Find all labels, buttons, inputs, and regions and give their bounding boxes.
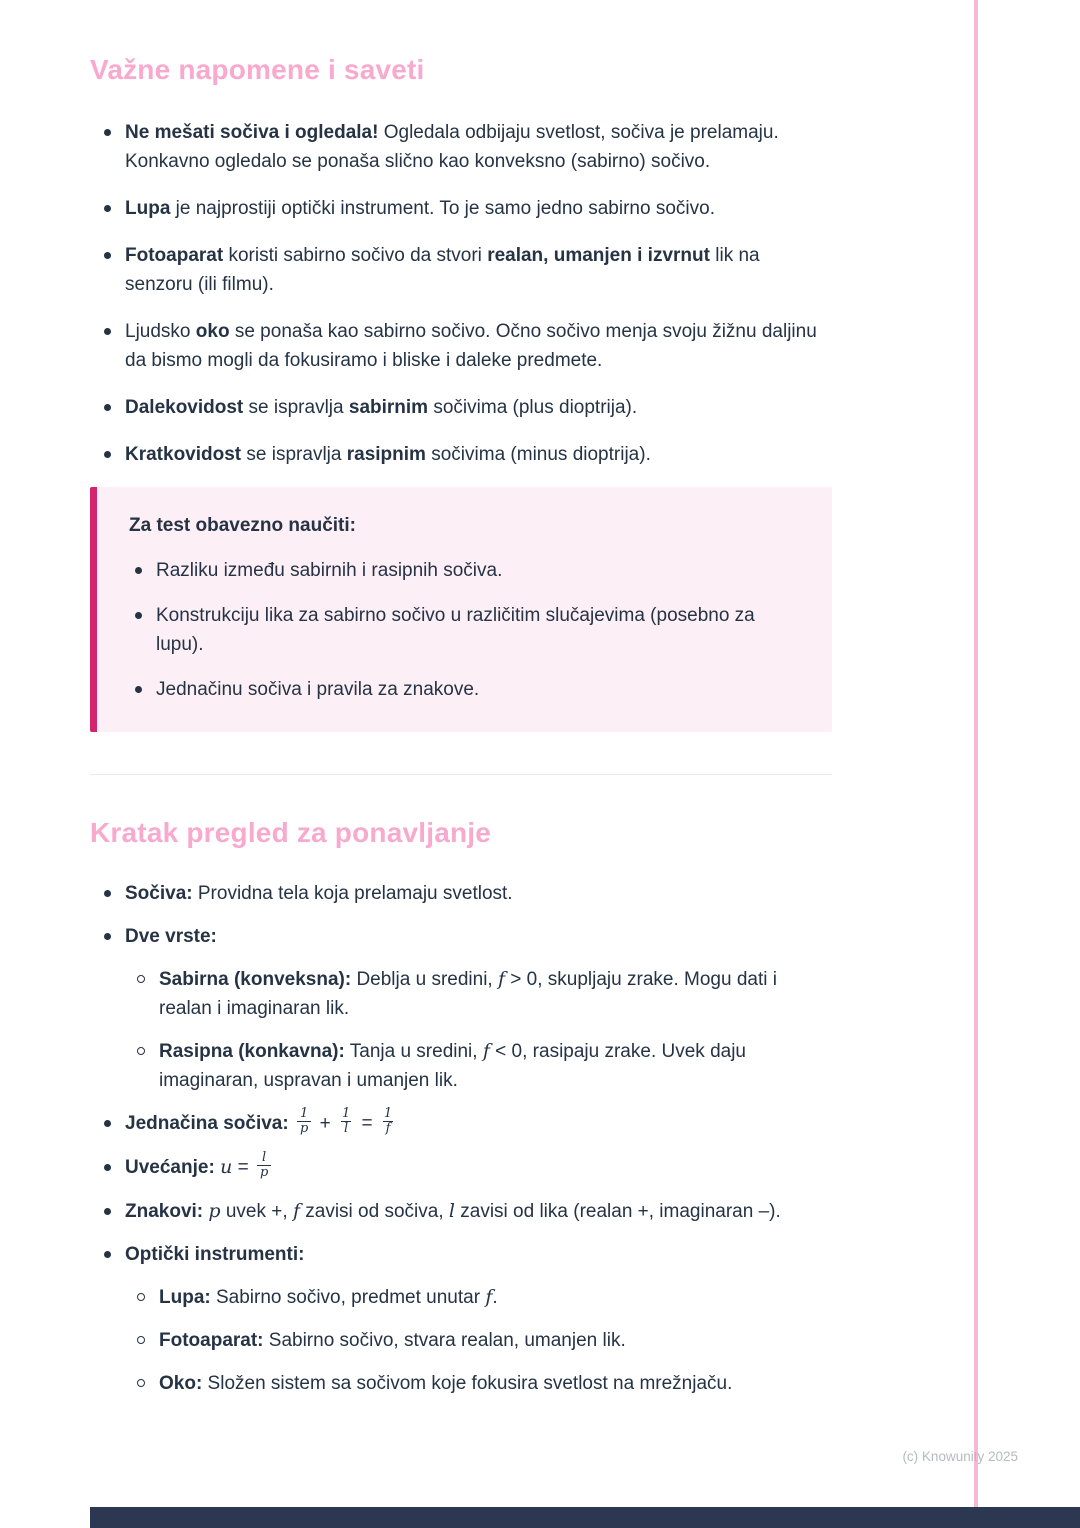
- text: zavisi od lika (realan +, imaginaran –).: [454, 1200, 781, 1222]
- list-item: [90, 1037, 832, 1095]
- callout-list: [123, 556, 804, 704]
- list-item: [90, 879, 832, 908]
- text: [289, 1113, 294, 1134]
- text: Deblja u sredini,: [351, 969, 498, 990]
- math-fraction: $\frac{1}{f}$: [383, 1106, 393, 1137]
- list-item: [90, 965, 832, 1023]
- list-item: [90, 1369, 832, 1398]
- list-item-text: [125, 1106, 398, 1139]
- review-list: [90, 879, 832, 1398]
- text: Sabirno sočivo, stvara realan, umanjen lik.: [263, 1329, 626, 1351]
- copyright-text: (c) Knowunity 2025: [902, 1449, 1018, 1464]
- math-fraction: $\frac{l}{p}$: [257, 1151, 271, 1181]
- list-item-text: [159, 1369, 732, 1398]
- list-item-text: [159, 1283, 498, 1312]
- math-variable: f: [292, 1199, 300, 1222]
- list-item-text: [125, 879, 513, 908]
- bullet-icon: [104, 890, 111, 897]
- bold-text: Fotoaparat:: [159, 1329, 264, 1351]
- bullet-icon: [104, 328, 111, 335]
- math-variable: p: [208, 1199, 221, 1222]
- bold-text: sabirnim: [348, 397, 429, 418]
- text: sočivima (minus dioptrija).: [425, 444, 651, 465]
- list-item: [90, 118, 832, 176]
- list-item-text: [125, 1197, 781, 1226]
- math-variable: l: [448, 1199, 455, 1222]
- bullet-icon: [104, 205, 111, 212]
- list-item: [90, 922, 832, 951]
- section-divider: [90, 774, 832, 775]
- bullet-icon: [104, 1120, 111, 1127]
- circle-bullet-icon: [137, 975, 145, 983]
- list-item: [90, 1326, 832, 1355]
- bullet-icon: [104, 252, 111, 259]
- circle-bullet-icon: [137, 1379, 145, 1387]
- notes-list: [90, 118, 832, 469]
- math-fraction: $\frac{1}{l}$: [341, 1106, 351, 1137]
- circle-bullet-icon: [137, 1047, 145, 1055]
- list-item-text: [125, 922, 217, 951]
- bullet-icon: [104, 1208, 111, 1215]
- bold-text: Lupa:: [159, 1286, 211, 1308]
- list-item-text: [159, 1037, 832, 1095]
- text: Razliku između sabirnih i rasipnih sočiva.: [156, 560, 503, 581]
- text: .: [492, 1286, 498, 1308]
- bold-text: realan, umanjen i izvrnut: [487, 245, 710, 266]
- text: Jednačinu sočiva i pravila za znakove.: [156, 679, 480, 700]
- bold-text: Kratkovidost: [125, 444, 242, 465]
- text: sočivima (plus dioptrija).: [428, 397, 638, 418]
- bullet-icon: [104, 1164, 111, 1171]
- text: Složen sistem sa sočivom koje fokusira svetlost na mrežnjaču.: [202, 1372, 733, 1394]
- section-title-review: Kratak pregled za ponavljanje: [90, 817, 492, 848]
- list-item-text: [125, 393, 637, 422]
- text: Konstrukciju lika za sabirno sočivo u različitim slučajevima (posebno za lupu).: [156, 605, 755, 655]
- text: =: [232, 1156, 254, 1178]
- list-item: [90, 1283, 832, 1312]
- list-item-text: [156, 556, 502, 585]
- bullet-icon: [135, 612, 142, 619]
- bullet-icon: [104, 129, 111, 136]
- section-title-notes: Važne napomene i saveti: [90, 54, 425, 85]
- list-item: [90, 194, 832, 223]
- page-edge-line: [974, 0, 978, 1528]
- bullet-icon: [104, 1251, 111, 1258]
- list-item: [90, 1149, 832, 1183]
- bold-text: Uvećanje:: [125, 1156, 215, 1178]
- list-item: [123, 556, 804, 585]
- bold-text: Dalekovidost: [125, 397, 244, 418]
- bullet-icon: [104, 404, 111, 411]
- list-item-text: [156, 675, 479, 704]
- list-item: [123, 675, 804, 704]
- text: Sabirno sočivo, predmet unutar: [210, 1286, 486, 1308]
- bullet-icon: [135, 567, 142, 574]
- text: je najprostiji optički instrument. To je samo jedno sabirno sočivo.: [170, 198, 715, 219]
- bullet-icon: [104, 933, 111, 940]
- text: se ponaša kao sabirno sočivo. Očno sočivo menja svoju žižnu daljinu da bismo mogli da fokusiramo i bliske i daleke predmete.: [125, 321, 817, 371]
- text: koristi sabirno sočivo da stvori: [223, 245, 488, 266]
- math-variable: u: [220, 1155, 233, 1178]
- text: > 0, skupljaju zrake. Mogu dati i realan i imaginaran lik.: [159, 969, 777, 1019]
- circle-bullet-icon: [137, 1293, 145, 1301]
- bold-text: Ne mešati sočiva i ogledala!: [125, 122, 379, 143]
- text: =: [356, 1113, 378, 1134]
- bold-text: Znakovi:: [125, 1200, 204, 1222]
- list-item: [90, 1197, 832, 1226]
- list-item-text: [125, 440, 651, 469]
- text: Tanja u sredini,: [344, 1041, 483, 1062]
- bold-text: Sočiva:: [125, 883, 193, 904]
- list-item: [90, 1106, 832, 1139]
- text: Ogledala odbijaju svetlost, sočiva je prelamaju. Konkavno ogledalo se ponaša slično kao konveksno (sabirno) sočivo.: [125, 122, 779, 172]
- text: se ispravlja: [241, 444, 347, 465]
- text: < 0, rasipaju zrake. Uvek daju imaginaran, uspravan i umanjen lik.: [159, 1041, 746, 1091]
- bold-text: Sabirna (konveksna):: [159, 969, 352, 990]
- bold-text: Rasipna (konkavna):: [159, 1041, 345, 1062]
- text: zavisi od sočiva,: [299, 1200, 449, 1222]
- list-item: [90, 317, 832, 375]
- bold-text: Fotoaparat: [125, 245, 224, 266]
- text: +: [314, 1113, 336, 1134]
- math-fraction: $\frac{1}{p}$: [297, 1107, 311, 1137]
- document-content: [90, 52, 832, 1412]
- list-item: [90, 1240, 832, 1269]
- list-item: [90, 241, 832, 299]
- list-item-text: [125, 1240, 304, 1269]
- text: uvek +,: [220, 1200, 293, 1222]
- circle-bullet-icon: [137, 1336, 145, 1344]
- bold-text: oko: [195, 321, 230, 342]
- math-variable: f: [485, 1285, 493, 1308]
- list-item: [90, 393, 832, 422]
- list-item: [90, 440, 832, 469]
- callout-box: [90, 487, 832, 732]
- bullet-icon: [104, 451, 111, 458]
- text: lik na senzoru (ili filmu).: [125, 245, 760, 295]
- list-item: [123, 601, 804, 659]
- text: Ljudsko: [125, 321, 196, 342]
- text: Providna tela koja prelamaju svetlost.: [192, 883, 513, 904]
- callout-title: Za test obavezno naučiti:: [129, 515, 356, 536]
- list-item-text: [125, 118, 832, 176]
- text: se ispravlja: [243, 397, 349, 418]
- next-page-bar: [90, 1507, 1080, 1528]
- list-item-text: [159, 965, 832, 1023]
- bold-text: Jednačina sočiva:: [125, 1113, 289, 1134]
- bold-text: Lupa: [125, 198, 171, 219]
- bold-text: Optički instrumenti:: [125, 1243, 305, 1265]
- bullet-icon: [135, 686, 142, 693]
- list-item-text: [159, 1326, 626, 1355]
- bold-text: Dve vrste:: [125, 926, 217, 947]
- bold-text: Oko:: [159, 1372, 203, 1394]
- math-variable: f: [497, 968, 506, 990]
- bold-text: rasipnim: [346, 444, 426, 465]
- list-item-text: [125, 241, 832, 299]
- math-variable: f: [482, 1040, 490, 1062]
- list-item-text: [125, 1149, 274, 1183]
- list-item-text: [156, 601, 804, 659]
- list-item-text: [125, 194, 715, 223]
- list-item-text: [125, 317, 832, 375]
